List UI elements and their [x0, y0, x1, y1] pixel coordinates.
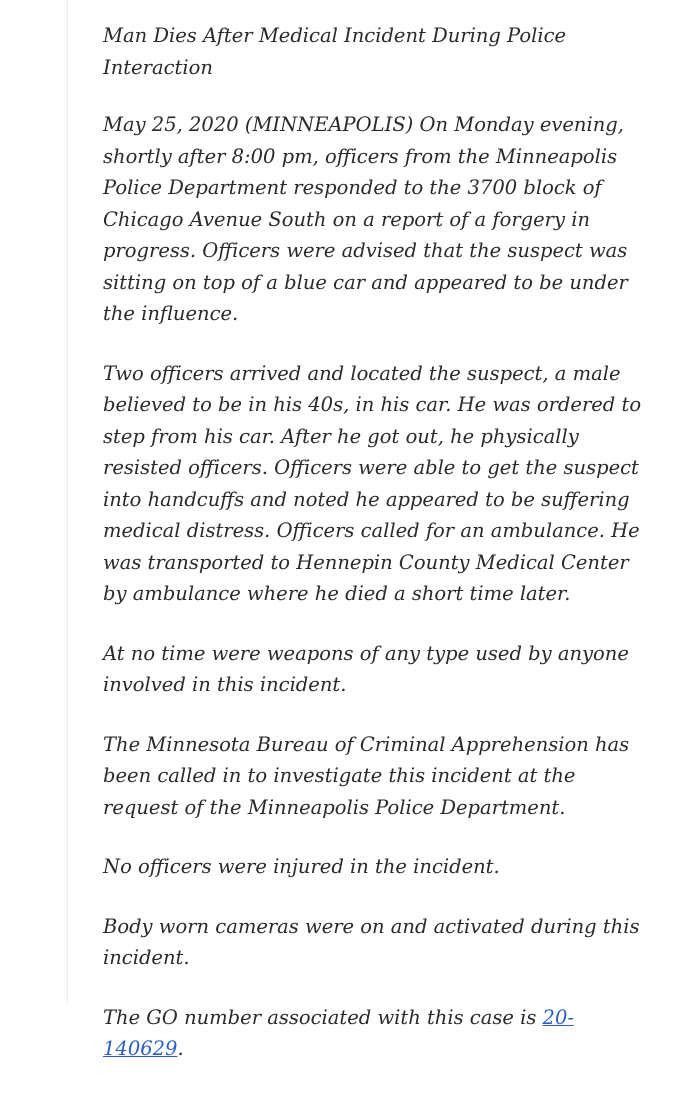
go-number-suffix: .: [177, 1037, 184, 1060]
paragraph-body-cameras: Body worn cameras were on and activated during this incident.: [103, 914, 640, 969]
go-number-link[interactable]: 20-140629: [103, 1005, 574, 1060]
go-number-prefix: The GO number associated with this case is: [103, 1005, 543, 1029]
paragraph-go-number: [103, 1002, 651, 1065]
paragraph-no-injuries: No officers were injured in the incident.: [103, 855, 500, 878]
article-body: [103, 20, 651, 1093]
paragraph-incident-report: May 25, 2020 (MINNEAPOLIS) On Monday evening, shortly after 8:00 pm, officers from the Minneapolis Police Department responded to the 3700 block of Chicago Avenue South on a report of a forgery in progress. Officers were advised that the suspect was sitting on top of a blue car and appeared to be under the influence.: [103, 113, 628, 325]
paragraph-no-weapons: At no time were weapons of any type used by anyone involved in this incident.: [103, 641, 629, 696]
article-title: Man Dies After Medical Incident During Police Interaction: [103, 24, 567, 79]
paragraph-suspect-arrest: Two officers arrived and located the suspect, a male believed to be in his 40s, in his car. He was ordered to step from his car. After he got out, he physically resisted officers. Officers were able to get the suspect into handcuffs and noted he appeared to be suffering medical distress. Officers called for an ambulance. He was transported to Hennepin County Medical Center by ambulance where he died a short time later.: [103, 361, 642, 605]
paragraph-bca-investigation: The Minnesota Bureau of Criminal Apprehension has been called in to investigate this incident at the request of the Minneapolis Police Department.: [103, 732, 630, 819]
left-border-rule: [67, 0, 68, 1004]
